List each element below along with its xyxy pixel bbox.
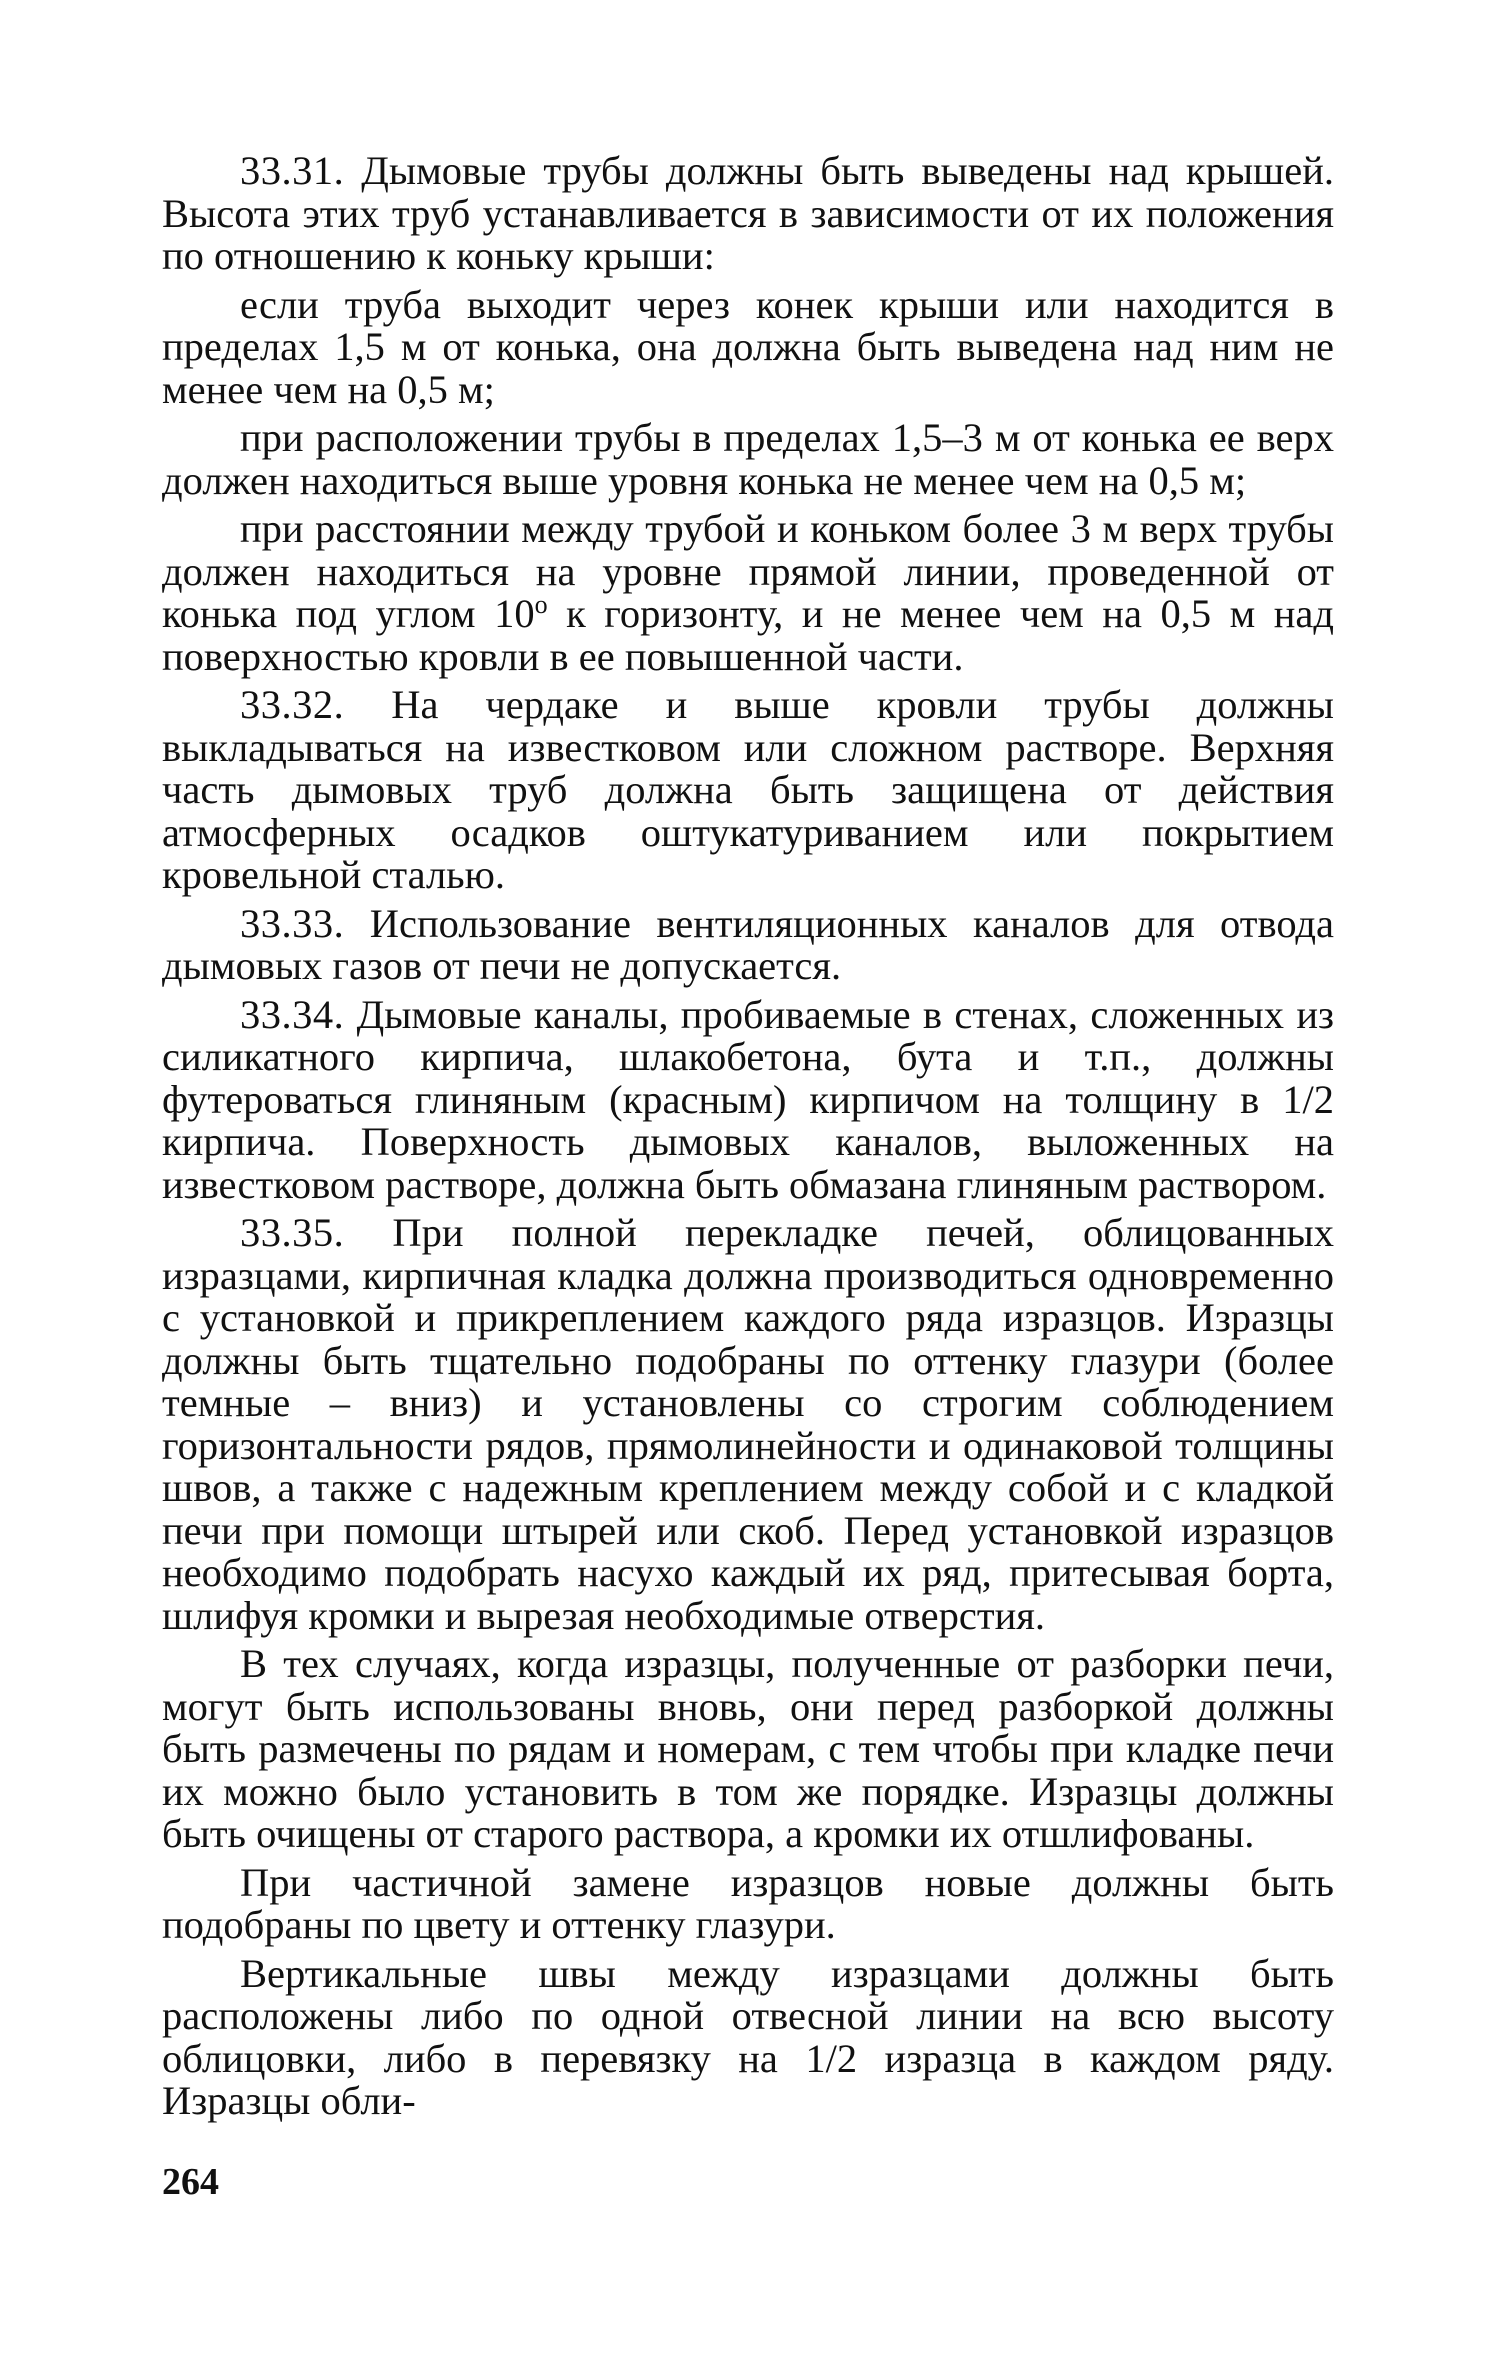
paragraph-text: Вертикальные швы между изразцами должны быть расположены либо по одной отвесной линии на всю высоту облицовки, либо в перевязку на 1/2 изразца в каждом ряду. Изразцы обли- [162, 1950, 1334, 2123]
page-body [162, 150, 1334, 2123]
paragraph-text: Дымовые трубы должны быть выведены над крышей. Высота этих труб устанавливается в зависимости от их положения по отношению к коньку крыши: [162, 148, 1334, 278]
paragraph-text: при расположении трубы в пределах 1,5–3 м от конька ее верх должен находиться выше уровня конька не менее чем на 0,5 м; [162, 415, 1334, 503]
section-number: 33.31. [240, 148, 345, 193]
paragraph-text: Дымовые каналы, пробиваемые в стенах, сложенных из силикатного кирпича, шлакобетона, бута и т.п., должны футероваться глиняным (красным) кирпичом на толщину в 1/2 кирпича. Поверхность дымовых каналов, выложенных на известковом растворе, должна быть обмазана глиняным раствором. [162, 991, 1334, 1207]
paragraph-reuse-tiles [162, 1643, 1334, 1856]
page-number: 264 [162, 2161, 219, 2203]
paragraph-text: при расстоянии между трубой и коньком более 3 м верх трубы должен находиться на уровне прямой линии, проведенной от конька под углом 10 [162, 506, 1334, 636]
section-number: 33.35. [240, 1210, 345, 1255]
section-number: 33.34. [240, 991, 345, 1037]
paragraph-text: Использование вентиляционных каналов для отвода дымовых газов от печи не допускается. [162, 900, 1334, 988]
paragraph-ridge-1-5-3 [162, 417, 1334, 502]
degree-superscript: о [534, 590, 548, 619]
paragraph-33-34 [162, 991, 1334, 1207]
section-number: 33.33. [240, 900, 345, 946]
paragraph-text: В тех случаях, когда изразцы, полученные от разборки печи, могут быть использованы вновь, они перед разборкой должны быть размечены по рядам и номерам, с тем чтобы при кладке печи их можно было установить в том же порядке. Изразцы должны быть очищены от старого раствора, а кромки их отшлифованы. [162, 1641, 1334, 1856]
paragraph-text: На чердаке и выше кровли трубы должны выкладываться на известковом или сложном растворе. Верхняя часть дымовых труб должна быть защищена от действия атмосферных осадков оштукатуриванием или покрытием кровельной сталью. [162, 682, 1334, 897]
paragraph-text: если труба выходит через конек крыши или находится в пределах 1,5 м от конька, она должна быть выведена над ним не менее чем на 0,5 м; [162, 281, 1334, 412]
paragraph-vertical-seams [162, 1950, 1334, 2123]
paragraph-33-32 [162, 684, 1334, 897]
paragraph-33-33 [162, 900, 1334, 988]
paragraph-partial-replacement [162, 1859, 1334, 1947]
paragraph-33-35 [162, 1212, 1334, 1637]
paragraph-33-31 [162, 150, 1334, 278]
paragraph-ridge-within [162, 281, 1334, 412]
paragraph-ridge-over-3 [162, 508, 1334, 678]
paragraph-text: к горизонту, и не менее чем на 0,5 м над поверхностью кровли в ее повышенной части. [162, 591, 1334, 679]
paragraph-text: При полной перекладке печей, облицованных изразцами, кирпичная кладка должна производиться одновременно с установкой и прикреплением каждого ряда изразцов. Изразцы должны быть тщательно подобраны по оттенку глазури (более темные – вниз) и установлены со строгим соблюдением горизонтальности рядов, прямолинейности и одинаковой толщины швов, а также с надежным креплением между собой и с кладкой печи при помощи штырей или скоб. Перед установкой изразцов необходимо подобрать насухо каждый их ряд, притесывая борта, шлифуя кромки и вырезая необходимые отверстия. [162, 1210, 1334, 1638]
paragraph-text: При частичной замене изразцов новые должны быть подобраны по цвету и оттенку глазури. [162, 1859, 1334, 1947]
section-number: 33.32. [240, 682, 345, 727]
